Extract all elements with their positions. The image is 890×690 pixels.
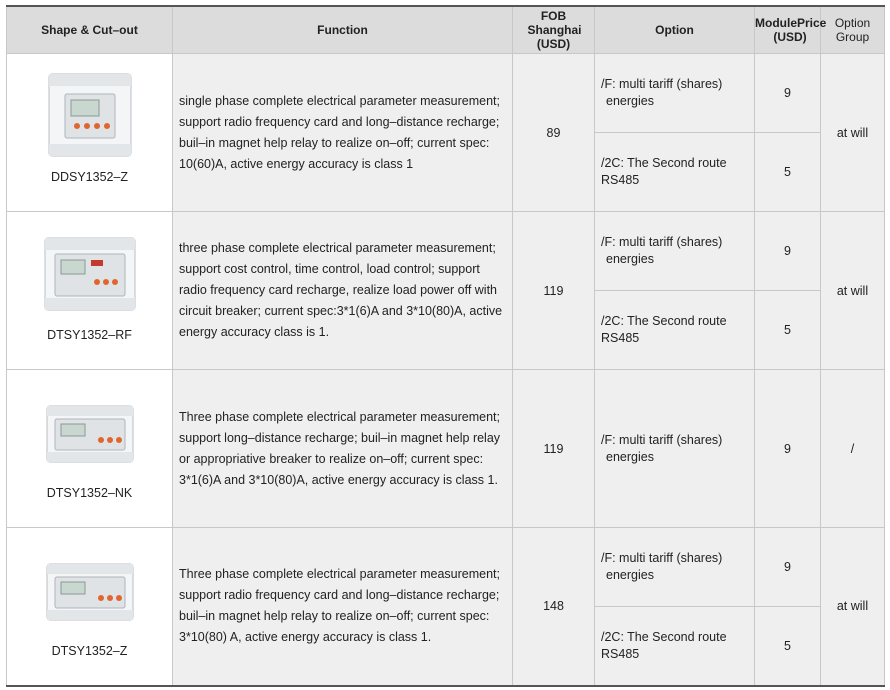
shape-cell	[7, 370, 173, 528]
module-price: 5	[755, 291, 821, 370]
option-line: RS485	[601, 173, 640, 187]
option-cell	[595, 370, 755, 528]
header-fob-label: FOB Shanghai (USD)	[527, 9, 582, 51]
header-fob	[513, 6, 595, 54]
option-group: at will	[821, 528, 885, 686]
option-cell	[595, 212, 755, 291]
fob-price: 89	[513, 54, 595, 212]
option-cell	[595, 291, 755, 370]
option-line: /2C: The Second route	[601, 629, 727, 644]
module-price: 9	[755, 528, 821, 607]
header-shape: Shape & Cut–out	[7, 6, 173, 54]
function-text: Three phase complete electrical parameter measurement; support long–distance recharge; buil–in magnet help relay or appropriative breaker to realize on–off; current spec: 3*1(6)A and 3*10(80)A, active energy accuracy is class 1.	[173, 370, 513, 528]
option-line: /F: multi tariff (shares)	[601, 77, 723, 91]
header-module-price	[755, 6, 827, 54]
module-price: 9	[755, 370, 821, 528]
module-price: 9	[755, 212, 821, 291]
option-line: /F: multi tariff (shares)	[601, 551, 723, 565]
option-line: /F: multi tariff (shares)	[601, 432, 723, 447]
shape-cell	[7, 528, 173, 686]
option-cell	[595, 607, 755, 686]
header-option: Option	[595, 6, 755, 54]
header-option-group-label: Option Group	[834, 16, 871, 44]
shape-cell	[7, 54, 173, 212]
header-module-price-label: ModulePrice (USD)	[755, 16, 827, 44]
function-text: three phase complete electrical parameter measurement; support cost control, time control, load control; support radio frequency card recharge, realize load power off with circuit breaker; current spec:3*1(6)A and 3*10(80)A, active energy accuracy class is 1.	[173, 212, 513, 370]
product-row	[7, 212, 885, 291]
option-line: energies	[606, 252, 654, 266]
fob-price: 119	[513, 370, 595, 528]
fob-price: 119	[513, 212, 595, 370]
three-phase-z-meter-image	[45, 562, 135, 622]
product-name: DTSY1352–RF	[47, 328, 132, 342]
function-text: Three phase complete electrical parameter measurement; support radio frequency card and long–distance recharge; buil–in magnet help relay to realize on–off; current spec: 3*10(80) A, active energy accuracy is class 1.	[173, 528, 513, 686]
option-group: at will	[821, 212, 885, 370]
option-group: /	[821, 370, 885, 528]
three-phase-nk-meter-image	[45, 404, 135, 464]
fob-price: 148	[513, 528, 595, 686]
option-line: energies	[606, 568, 654, 582]
option-cell	[595, 528, 755, 607]
option-line: energies	[606, 449, 654, 464]
option-group: at will	[821, 54, 885, 212]
three-phase-rf-meter-image	[43, 236, 137, 312]
product-name: DTSY1352–Z	[51, 644, 128, 658]
option-line: /2C: The Second route	[601, 156, 727, 170]
module-price: 5	[755, 133, 821, 212]
header-row	[7, 6, 885, 54]
option-line: RS485	[601, 646, 640, 661]
product-row	[7, 528, 885, 607]
header-option-group	[821, 6, 885, 54]
module-price: 5	[755, 607, 821, 686]
product-row	[7, 370, 885, 528]
option-line: /F: multi tariff (shares)	[601, 235, 723, 249]
option-line: /2C: The Second route	[601, 314, 727, 328]
shape-cell	[7, 212, 173, 370]
option-line: RS485	[601, 331, 640, 345]
function-text: single phase complete electrical parameter measurement; support radio frequency card and long–distance recharge; buil–in magnet help relay to realize on–off; current spec: 10(60)A, active energy accuracy is class 1	[173, 54, 513, 212]
module-price: 9	[755, 54, 821, 133]
option-cell	[595, 54, 755, 133]
option-cell	[595, 133, 755, 212]
header-function: Function	[173, 6, 513, 54]
product-name: DTSY1352–NK	[46, 486, 133, 500]
option-line: energies	[606, 94, 654, 108]
price-table	[6, 5, 885, 687]
product-row	[7, 54, 885, 133]
single-phase-meter-image	[47, 72, 133, 158]
product-name: DDSY1352–Z	[50, 170, 129, 184]
